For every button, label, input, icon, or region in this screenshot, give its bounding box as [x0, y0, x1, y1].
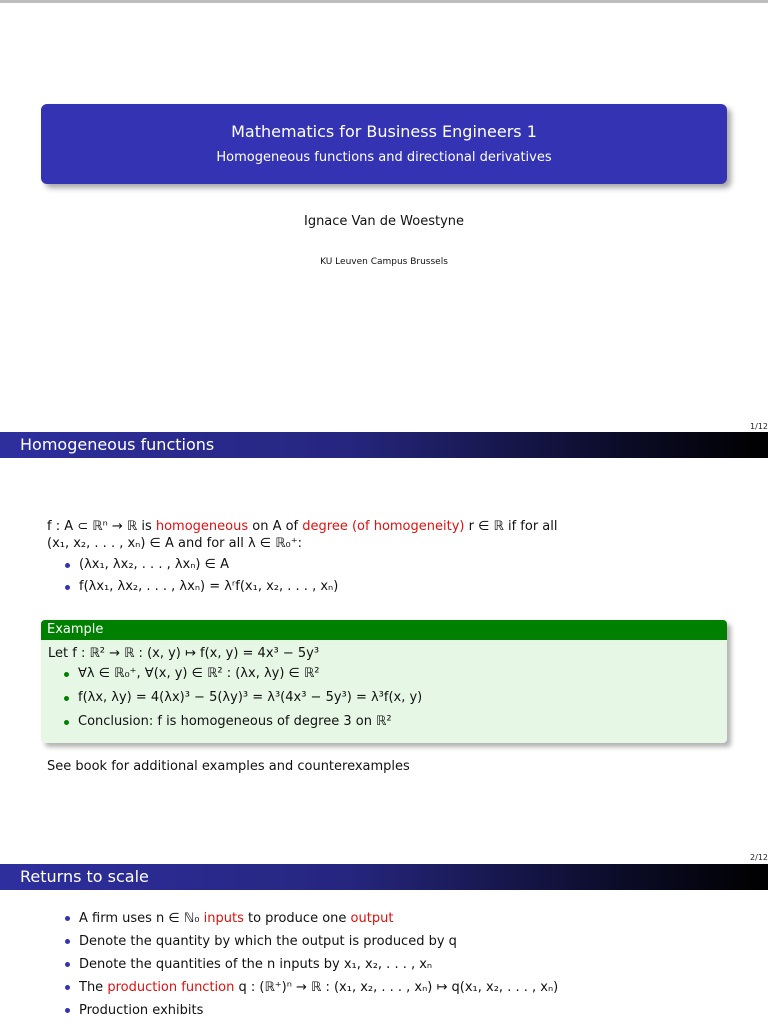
- frame-title-homogeneous: Homogeneous functions: [0, 432, 768, 458]
- page-number-1: 1/12: [750, 422, 768, 431]
- term-production-function: production function: [107, 980, 235, 995]
- top-divider: [0, 0, 768, 3]
- term-inputs: inputs: [203, 911, 244, 926]
- see-book-note: See book for additional examples and counterexamples: [47, 759, 410, 774]
- definition-conditions: [47, 554, 737, 598]
- list-item: A firm uses n ∈ ℕ₀ inputs to produce one output: [47, 907, 747, 930]
- term-homogeneous: homogeneous: [155, 519, 249, 534]
- institute-name: KU Leuven Campus Brussels: [320, 257, 448, 267]
- list-item: Production exhibits: [47, 999, 747, 1022]
- example-title: Example: [41, 620, 727, 640]
- frame-title-returns: Returns to scale: [0, 864, 768, 890]
- presentation-subtitle: Homogeneous functions and directional derivatives: [216, 150, 552, 165]
- presentation-title: Mathematics for Business Engineers 1: [231, 122, 537, 141]
- list-item: Denote the quantities of the n inputs by x₁, x₂, . . . , xₙ: [47, 953, 747, 976]
- page-number-2: 2/12: [750, 853, 768, 862]
- list-item: The production function q : (ℝ⁺)ⁿ → ℝ : (x₁, x₂, . . . , xₙ) ↦ q(x₁, x₂, . . . , xₙ): [47, 976, 747, 999]
- list-item: f(λx, λy) = 4(λx)³ − 5(λy)³ = λ³(4x³ − 5y³) = λ³f(x, y): [48, 686, 720, 710]
- term-degree: degree (of homogeneity): [302, 519, 465, 534]
- example-block: [41, 620, 727, 743]
- author-name: Ignace Van de Woestyne: [303, 214, 465, 229]
- list-item: f(λx₁, λx₂, . . . , λxₙ) = λʳf(x₁, x₂, . . . , xₙ): [47, 576, 737, 598]
- list-item: Denote the quantity by which the output is produced by q: [47, 930, 747, 953]
- example-list: [48, 662, 720, 734]
- example-intro: Let f : ℝ² → ℝ : (x, y) ↦ f(x, y) = 4x³ − 5y³: [48, 646, 320, 661]
- definition-line-2: (x₁, x₂, . . . , xₙ) ∈ A and for all λ ∈ ℝ₀⁺:: [47, 536, 302, 551]
- list-item: (λx₁, λx₂, . . . , λxₙ) ∈ A: [47, 554, 737, 576]
- title-block: [41, 104, 727, 184]
- list-item: ∀λ ∈ ℝ₀⁺, ∀(x, y) ∈ ℝ² : (λx, λy) ∈ ℝ²: [48, 662, 720, 686]
- definition-line-1: f : A ⊂ ℝⁿ → ℝ is homogeneous on A of degree (of homogeneity) r ∈ ℝ if for all: [47, 519, 558, 534]
- returns-to-scale-list: [47, 907, 747, 1022]
- list-item: Conclusion: f is homogeneous of degree 3 on ℝ²: [48, 710, 720, 734]
- definition-block: [47, 518, 737, 598]
- term-output: output: [350, 911, 394, 926]
